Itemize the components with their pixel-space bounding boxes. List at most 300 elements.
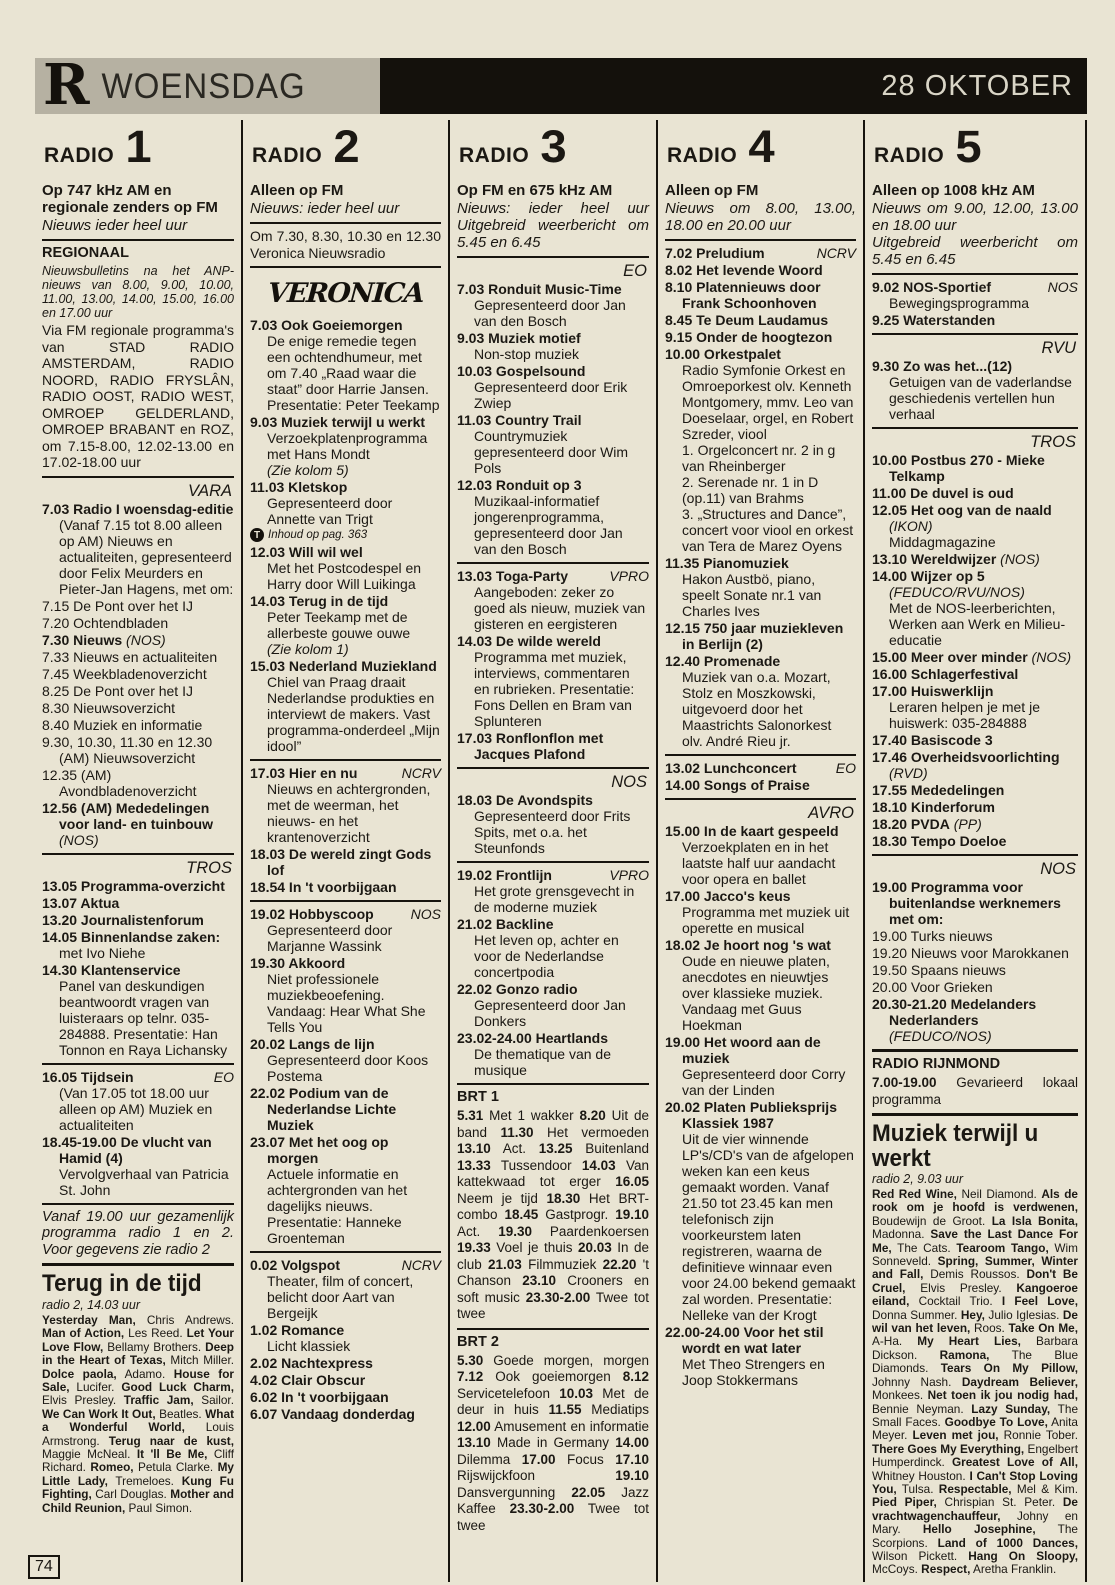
program-line <box>42 1133 234 1166</box>
program-line <box>665 245 856 261</box>
program-entry <box>250 1257 441 1321</box>
program-line <box>665 1034 856 1066</box>
program-line <box>457 730 649 762</box>
program-time: 11.35 <box>665 555 700 571</box>
program-line <box>665 346 856 362</box>
program-time: 18.10 <box>872 799 908 815</box>
program-title: Preludium <box>692 245 765 261</box>
program-time: 7.45 <box>42 665 70 682</box>
program-description: Chiel van Praag draait Nederlandse produkties en interviewt de makers. Vast programma-onderdeel „Mijn idool” <box>267 674 440 754</box>
program-title: Postbus 270 - Mieke Telkamp <box>889 452 1045 484</box>
program-entry <box>872 485 1078 501</box>
song-title: Red Red Wine, <box>872 1187 957 1201</box>
program-title: In 't voorbijgaan <box>285 879 397 895</box>
song-title: Let Your Love Flow, <box>42 1326 234 1354</box>
program-title: Kletskop <box>284 479 348 495</box>
program-description: (Van 17.05 tot 18.00 uur alleen op AM) Muziek en actualiteiten <box>59 1084 213 1133</box>
program-line <box>42 911 234 928</box>
program-title: Hier en nu <box>285 765 358 781</box>
program-line <box>872 928 1078 944</box>
news-info: Uitgebreid weerbericht om 5.45 en 6.45 <box>872 234 1078 268</box>
program-line <box>457 867 649 883</box>
program-time: 14.05 <box>42 928 78 945</box>
program-title: De Avondspits <box>492 792 593 808</box>
divider <box>872 273 1078 275</box>
divider <box>250 1251 441 1253</box>
song-title: Land of 1000 Dances, <box>937 1535 1079 1550</box>
program-time: 4.02 <box>250 1372 278 1388</box>
song-title: I Feel Love, <box>1001 1294 1079 1309</box>
program-line <box>250 955 441 971</box>
divider <box>457 767 649 769</box>
program-time: 19.30 <box>250 955 286 971</box>
listing-time: 11.30 <box>500 1124 534 1140</box>
broadcaster-label: EO <box>623 262 647 280</box>
program-title: PVDA <box>907 816 950 832</box>
song-title: It 'll Be Me, <box>136 1447 208 1462</box>
program-time: 12.05 <box>872 502 908 518</box>
news-info: Nieuws: ieder heel uur <box>250 200 400 217</box>
frequency-info: Op FM en 675 kHz AM <box>457 182 613 199</box>
program-time: 19.50 <box>872 962 908 978</box>
program-title: Voor het stil wordt en wat later <box>682 1324 824 1356</box>
program-description: Verzoekplatenprogramma met Hans Mondt <box>267 430 428 462</box>
program-line <box>250 544 441 560</box>
program-line <box>872 666 1078 682</box>
song-title: Goodbye To Love, <box>944 1414 1048 1429</box>
listing-time: 13.25 <box>538 1141 573 1156</box>
listing-time: 7.00-19.00 <box>872 1075 937 1090</box>
section-heading: REGIONAAL <box>42 245 129 261</box>
program-entry <box>872 782 1078 798</box>
program-entry <box>872 502 1078 550</box>
program-time: 9.03 <box>457 330 485 346</box>
program-line <box>457 363 649 379</box>
program-line <box>872 358 1078 374</box>
program-description: Gepresenteerd door Marjanne Wassink <box>267 922 393 954</box>
program-time: 20.02 <box>250 1036 286 1052</box>
program-line <box>665 1324 856 1356</box>
program-title: Akkoord <box>285 955 346 971</box>
song-title: Spring, Summer, Winter and Fall, <box>872 1254 1078 1282</box>
program-time: 6.02 <box>250 1389 278 1405</box>
program-title: Overheidsvoorlichting <box>907 749 1060 765</box>
broadcaster-label: AVRO <box>808 804 854 822</box>
program-line <box>872 799 1078 815</box>
station-number: 5 <box>955 121 982 172</box>
program-entry <box>872 279 1078 311</box>
program-title: Spaans nieuws <box>907 962 1006 978</box>
program-title: Vandaag donderdag <box>277 1406 415 1422</box>
program-title: De duvel is oud <box>906 485 1014 501</box>
listing-time: 16.05 <box>615 1174 649 1189</box>
program-description: Vervolgverhaal van Patricia St. John <box>59 1165 229 1198</box>
program-line <box>457 281 649 297</box>
program-time: 18.30 <box>872 833 908 849</box>
program-description: Getuigen van de vaderlandse geschiedenis vertellen hun verhaal <box>889 374 1072 422</box>
italic-note: Vanaf 19.00 uur gezamenlijk programma radio 1 en 2. Voor gegevens zie radio 2 <box>42 1208 234 1258</box>
program-title: Muziek en informatie <box>69 716 203 733</box>
song-title: My Heart Lies, <box>917 1334 1021 1349</box>
program-entry <box>872 816 1078 832</box>
program-title: De Pont over het IJ <box>69 597 193 614</box>
program-title: Ronduit Music-Time <box>484 281 622 297</box>
program-title: (AM) Avondbladenoverzicht <box>59 766 197 799</box>
program-entry <box>42 501 234 597</box>
song-title: Kangoeroe eiland, <box>872 1280 1078 1309</box>
song-title: Terug naar de kust, <box>108 1433 235 1448</box>
program-time: 15.03 <box>250 658 286 674</box>
program-line <box>250 1406 441 1422</box>
station-header <box>44 121 234 172</box>
song-title: My Little Lady, <box>42 1460 234 1488</box>
program-entry <box>42 615 234 631</box>
program-time: 7.03 <box>250 317 278 333</box>
date-banner <box>380 58 1087 114</box>
program-title: Songs of Praise <box>700 777 810 793</box>
program-line <box>872 816 1078 832</box>
info-paragraph: Om 7.30, 8.30, 10.30 en 12.30 Veronica Nieuwsradio <box>250 228 441 261</box>
section-heading: BRT 2 <box>457 1333 499 1350</box>
program-suffix: (PP) <box>949 816 982 832</box>
program-title: Terug in de tijd <box>285 593 389 609</box>
program-entry <box>665 888 856 936</box>
program-time: 20.02 <box>665 1099 701 1115</box>
program-title: Promenade <box>700 653 781 669</box>
program-title: Clair Obscur <box>277 1372 366 1388</box>
program-entry <box>457 330 649 362</box>
program-title: De wilde wereld <box>492 633 601 649</box>
divider <box>250 266 441 268</box>
program-title: Lunchconcert <box>700 760 797 776</box>
program-entry <box>665 937 856 1033</box>
program-time: 14.03 <box>250 593 286 609</box>
program-line <box>457 1030 649 1046</box>
broadcaster-label: TROS <box>186 858 232 877</box>
listing-time: 5.30 <box>457 1352 484 1368</box>
station-header <box>874 121 1078 172</box>
program-entry <box>250 765 441 845</box>
program-entry <box>42 734 234 766</box>
program-entry <box>665 760 856 776</box>
program-time: 9.03 <box>250 414 278 430</box>
program-time: 17.00 <box>872 683 908 699</box>
page-note-text: Inhoud op pag. 363 <box>268 529 368 541</box>
program-title: Ochtendbladen <box>69 614 169 631</box>
program-entry <box>42 632 234 648</box>
program-time: 15.00 <box>665 823 701 839</box>
program-title: Aktua <box>77 894 120 911</box>
song-title: Leven met jou, <box>912 1428 999 1443</box>
listing-time: 19.33 <box>457 1240 491 1255</box>
program-entry <box>872 879 1078 927</box>
station-name: RADIO <box>252 144 323 167</box>
program-title: (AM) Mededelingen voor land- en tuinbouw <box>59 799 213 832</box>
divider <box>250 900 441 902</box>
program-entry <box>457 412 649 476</box>
program-line <box>250 414 441 430</box>
program-line <box>250 1322 441 1338</box>
page-number: 74 <box>28 1555 60 1579</box>
program-title: Schlagerfestival <box>907 666 1019 682</box>
program-time: 17.03 <box>250 765 286 781</box>
program-time: 13.07 <box>42 894 78 911</box>
program-entry <box>457 792 649 856</box>
program-time: 19.00 <box>665 1034 701 1050</box>
program-suffix: (FEDUCO/NOS) <box>889 1028 992 1044</box>
program-title: Nieuwsoverzicht <box>69 699 176 716</box>
program-description: Gepresenteerd door Jan Donkers <box>474 997 626 1029</box>
program-title: Het woord aan de muziek <box>682 1034 821 1066</box>
divider <box>457 861 649 863</box>
page-note <box>250 528 441 542</box>
info-paragraph: Via FM regionale programma's van STAD RADIO AMSTERDAM, RADIO NOORD, RADIO FRYSLÂN, RADIO OOST, RADIO WEST, OMROEP GELDERLAND, OMROEP BRABANT en ROZ, om 7.15-8.00, 12.02-13.00 en 17.02-18.00 uur <box>42 322 234 470</box>
program-title: Tempo Doeloe <box>907 833 1007 849</box>
program-description: Oude en nieuwe platen, anecdotes en nieuwtjes over klassieke muziek. Vandaag met Guus Hoekman <box>682 953 830 1033</box>
program-time: 8.10 <box>665 279 693 295</box>
program-line <box>42 631 234 648</box>
broadcaster-inline: EO <box>835 760 856 776</box>
program-time: 18.03 <box>250 846 286 862</box>
program-entry <box>665 279 856 311</box>
program-time: 7.15 <box>42 597 70 614</box>
listing-time: 19.30 <box>498 1223 532 1239</box>
program-time: 2.02 <box>250 1355 278 1371</box>
station-name: RADIO <box>874 144 945 167</box>
broadcaster-label: TROS <box>1030 433 1076 451</box>
program-time: 7.03 <box>42 500 70 517</box>
program-time: 8.40 <box>42 716 70 733</box>
station-number: 3 <box>540 121 567 172</box>
program-description: Peter Teekamp met de allerbeste gouwe ouwe <box>267 609 411 641</box>
program-title: Zo was het...(12) <box>899 358 1013 374</box>
program-title: Will wil wel <box>285 544 363 560</box>
station-header <box>252 121 441 172</box>
program-time: 9.30, 10.30, 11.30 en 12.30 <box>42 733 213 750</box>
station-header <box>459 121 649 172</box>
program-entry <box>250 658 441 754</box>
song-title: House for Sale, <box>42 1366 234 1395</box>
divider <box>872 1049 1078 1052</box>
listing-time: 23.30-2.00 <box>525 1289 591 1305</box>
program-description: Het grote grensgevecht in de moderne muziek <box>474 883 635 915</box>
program-description: Panel van deskundigen beantwoordt vragen van luisteraars op telnr. 035-284888. Presentatie: Han Tonnon en Raya Lichansky <box>59 977 228 1058</box>
program-line <box>457 477 649 493</box>
song-title: Tearoom Tango, <box>956 1240 1049 1255</box>
program-title: Nederland Muziekland <box>285 658 437 674</box>
program-line <box>42 682 234 699</box>
program-line <box>457 412 649 428</box>
listing-time: 23.10 <box>522 1273 557 1288</box>
program-line <box>665 329 856 345</box>
listing-time: 17.00 <box>521 1451 556 1467</box>
program-description: Gepresenteerd door Frits Spits, met o.a. het Steunfonds <box>474 808 631 856</box>
broadcaster-label: NOS <box>611 773 647 791</box>
song-title: Respectable, <box>938 1481 1012 1496</box>
program-entry <box>250 846 441 878</box>
program-time: 9.25 <box>872 312 900 328</box>
program-entry <box>42 929 234 961</box>
program-entry <box>872 452 1078 484</box>
program-description: Licht klassiek <box>267 1338 351 1354</box>
song-title: Mother and Child Reunion, <box>42 1487 234 1515</box>
program-suffix: (NOS) <box>1027 649 1072 665</box>
program-entry <box>42 1069 234 1133</box>
program-entry <box>250 879 441 895</box>
program-title: (AM) Nieuwsoverzicht <box>59 749 196 766</box>
divider <box>872 333 1078 335</box>
program-description: De enige remedie tegen een ochtendhumeur, met om 7.40 „Raad waar die staat” door Harrie Jansen. Presentatie: Peter Teekamp <box>267 333 440 413</box>
program-title: Mededelingen <box>907 782 1005 798</box>
program-entry <box>872 649 1078 665</box>
program-entry <box>665 555 856 619</box>
song-title: Hello Josephine, <box>922 1522 1036 1537</box>
program-time: 12.56 <box>42 799 78 816</box>
program-entry <box>872 551 1078 567</box>
program-time: 14.00 <box>872 568 908 584</box>
program-title: Onder de hoogtezon <box>692 329 833 345</box>
program-crossref: (Zie kolom 5) <box>267 462 349 478</box>
divider <box>250 222 441 224</box>
program-line <box>42 928 234 961</box>
program-time: 19.00 <box>872 928 908 944</box>
program-entry <box>872 945 1078 961</box>
program-time: 17.40 <box>872 732 908 748</box>
program-time: 18.20 <box>872 816 908 832</box>
program-time: 12.03 <box>457 477 493 493</box>
program-time: 10.00 <box>872 452 908 468</box>
program-line <box>42 614 234 631</box>
broadcaster-label: NOS <box>1040 860 1076 878</box>
program-line <box>42 766 234 799</box>
news-info: Nieuws ieder heel uur <box>42 217 188 234</box>
divider <box>872 427 1078 429</box>
program-entry <box>457 363 649 411</box>
program-title: In de kaart gespeeld <box>700 823 839 839</box>
song-title: Yesterday Man, <box>42 1313 136 1327</box>
station-number: 1 <box>125 121 152 172</box>
program-line <box>250 765 441 781</box>
program-title: Journalistenforum <box>77 911 204 928</box>
program-entry <box>665 1324 856 1388</box>
program-line <box>42 799 234 848</box>
program-line <box>42 733 234 766</box>
program-entry <box>665 653 856 749</box>
program-time: 12.35 <box>42 766 78 783</box>
program-entry <box>250 1134 441 1246</box>
veronica-logo: VERONICA <box>266 278 425 309</box>
program-line <box>457 330 649 346</box>
program-entry <box>872 996 1078 1044</box>
song-title: Man of Action, <box>42 1326 125 1341</box>
program-line <box>250 658 441 674</box>
program-time: 14.00 <box>665 777 701 793</box>
program-line <box>665 555 856 571</box>
program-time: 7.20 <box>42 614 70 631</box>
station-header <box>667 121 856 172</box>
station-number: 2 <box>333 121 360 172</box>
magazine-page <box>35 52 1087 1582</box>
program-entry <box>457 981 649 1029</box>
program-title: Hobbyscoop <box>285 906 374 922</box>
divider <box>250 759 441 761</box>
program-description: 3. „Structures and Dance”, concert voor viool en orkest van Tera de Marez Oyens <box>682 506 854 554</box>
station-name: RADIO <box>667 144 738 167</box>
program-line <box>665 620 856 652</box>
program-description: Nieuws en achtergronden, met de weerman, het nieuws- en het krantenoverzicht <box>267 781 431 845</box>
program-time: 13.02 <box>665 760 701 776</box>
song-title: La Isla Bonita, <box>991 1213 1078 1228</box>
broadcaster-inline: NCRV <box>401 1257 441 1273</box>
program-line <box>872 452 1078 484</box>
program-time: 20.30-21.20 <box>872 996 947 1012</box>
program-entry <box>250 1036 441 1084</box>
program-entry <box>665 245 856 261</box>
program-line <box>250 1134 441 1166</box>
program-title: Turks nieuws <box>907 928 993 944</box>
program-title: Tijdsein <box>77 1068 134 1085</box>
program-time: 16.00 <box>872 666 908 682</box>
program-time: 9.30 <box>872 358 900 374</box>
program-time: 16.05 <box>42 1068 78 1085</box>
station-columns <box>35 120 1087 1582</box>
program-crossref: (Zie kolom 1) <box>267 641 349 657</box>
program-title: Volgspot <box>277 1257 340 1273</box>
program-line <box>457 916 649 932</box>
song-title: There Goes My Everything, <box>872 1441 1025 1456</box>
program-title: Muziek motief <box>484 330 581 346</box>
program-title: 750 jaar muziekleven in Berlijn (2) <box>682 620 844 652</box>
program-description: Met Theo Strengers en Joop Stokkermans <box>682 1356 825 1388</box>
program-title: Heartlands <box>531 1030 608 1046</box>
program-title: Podium van de Nederlandse Lichte Muziek <box>267 1085 397 1133</box>
sub-info: Nieuwsbulletins na het ANP-nieuws van 8.00, 9.00, 10.00, 11.00, 13.00, 14.00, 15.00, 16.00 en 17.00 uur <box>42 264 234 320</box>
song-title: Kung Fu Fighting, <box>42 1473 234 1502</box>
listing-time: 12.00 <box>457 1418 491 1434</box>
divider <box>42 476 234 478</box>
program-line <box>872 279 1078 295</box>
program-title: Muziek terwijl u werkt <box>277 414 426 430</box>
program-title: Radio I woensdag-editie <box>69 500 234 517</box>
program-time: 6.07 <box>250 1406 278 1422</box>
day-banner <box>35 52 380 119</box>
song-title: Daydream Believer, <box>961 1374 1078 1389</box>
program-line <box>457 792 649 808</box>
program-time: 1.02 <box>250 1322 278 1338</box>
program-line <box>250 1372 441 1388</box>
page-header <box>35 52 1087 119</box>
program-entry <box>872 979 1078 995</box>
program-line <box>872 551 1078 567</box>
program-entry <box>872 749 1078 781</box>
program-time: 7.33 <box>42 648 70 665</box>
program-time: 22.02 <box>457 981 493 997</box>
song-title: We Can Work It Out, <box>42 1406 156 1421</box>
program-time: 9.15 <box>665 329 693 345</box>
program-entry <box>872 568 1078 648</box>
date-label: 28 OKTOBER <box>881 69 1073 102</box>
radio-column-2 <box>243 120 450 1582</box>
program-description: 2. Serenade nr. 1 in D (op.11) van Brahms <box>682 474 819 506</box>
program-entry <box>250 1389 441 1405</box>
program-line <box>872 568 1078 600</box>
program-entry <box>457 730 649 762</box>
program-time: 14.30 <box>42 961 78 978</box>
program-entry <box>457 477 649 557</box>
program-time: 19.02 <box>250 906 286 922</box>
program-line <box>665 279 856 311</box>
program-title: Wereldwijzer <box>907 551 997 567</box>
